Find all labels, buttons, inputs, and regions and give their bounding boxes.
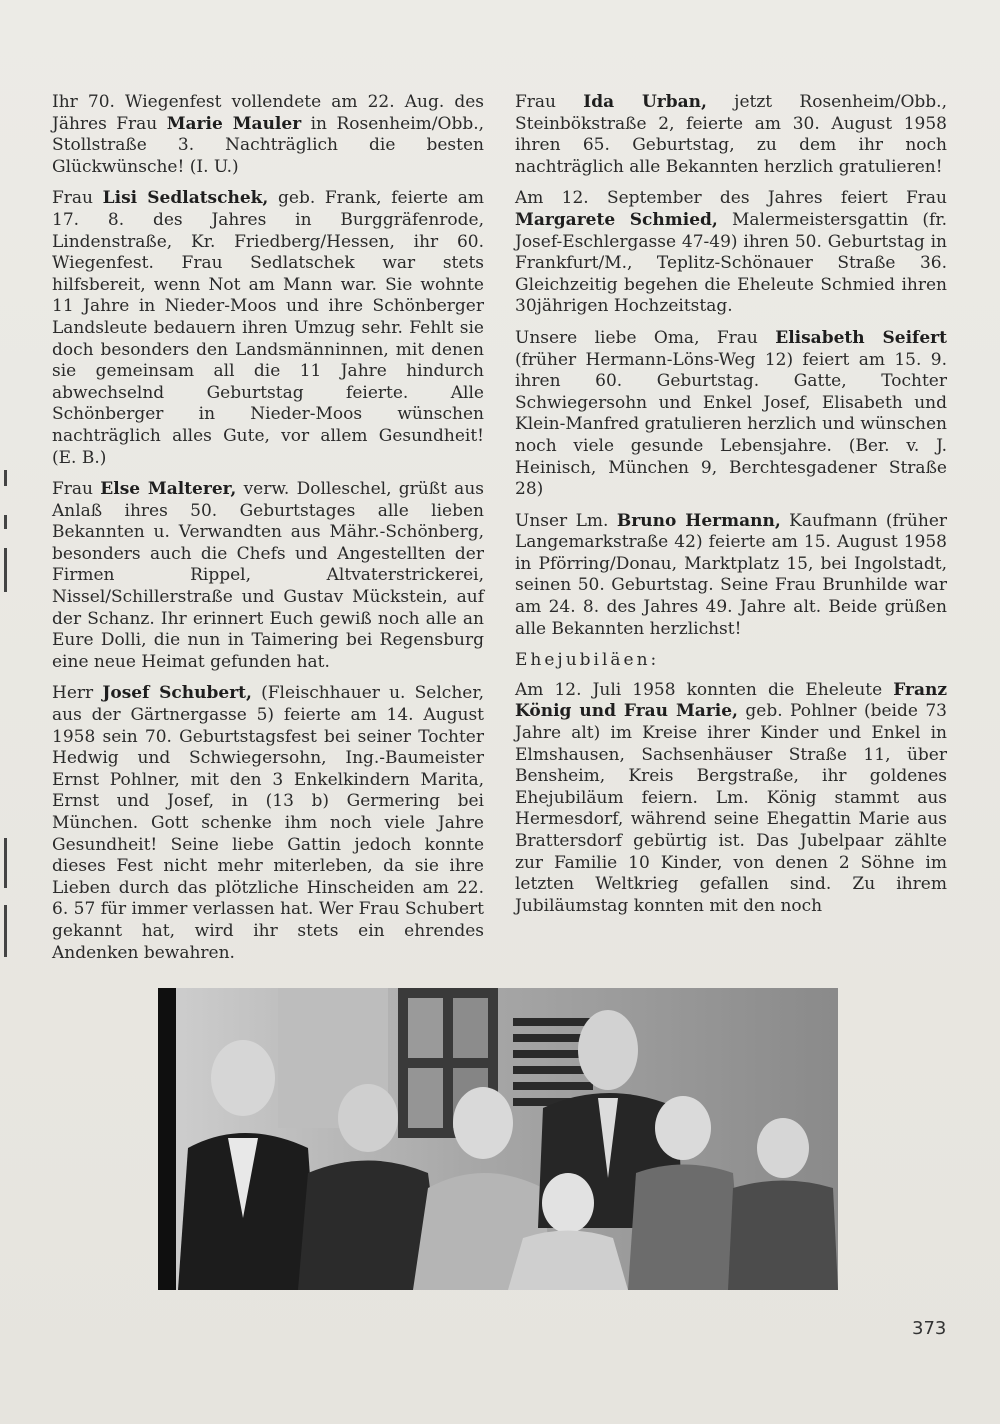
notice-margarete-schmied: Am 12. September des Jahres feiert Frau Margarete Schmied, Malermeistersgattin (fr. Josef-Eschlergasse 47-49) ihren 50. Geburtstag in Frankfurt/M., Teplitz-Schönauer Straße 36. Gleichzeitig begehen die Eheleute Schmied ihren 30jährigen Hochzeitstag. (515, 188, 948, 317)
notice-bruno-hermann: Unser Lm. Bruno Hermann, Kaufmann (früher Langemarkstraße 42) feierte am 15. August 1958 in Pförring/Donau, Marktplatz 15, bei Ingolstadt, seinen 50. Geburtstag. Seine Frau Brunhilde war am 24. 8. des Jahres 49. Jahre alt. Beide grüßen alle Bekannten herzlichst! (515, 510, 947, 639)
notice-lisi-sedlatschek: Frau Lisi Sedlatschek, geb. Frank, feierte am 17. 8. des Jahres in Burggräfenrode, Lindenstraße, Kr. Friedberg/Hessen, ihr 60. Wiegenfest. Frau Sedlatschek war stets hilfsbereit, wenn Not am Mann war. Sie wohnte 11 Jahre in Nieder-Moos und ihre Schönberger Landsleute bedauern ihren Umzug sehr. Fehlt sie doch besonders den Landsmänninnen, mit denen sie gemeinsam all die 11 Jahre hindurch abwechselnd Geburtstag feierte. Alle Schönberger in Nieder-Moos wünschen nachträglich alles Gute, vor allem Gesundheit! (E. B.) (52, 188, 484, 468)
family-photo-image (158, 988, 838, 1290)
section-heading-ehejubilaeen: Ehejubiläen: (515, 650, 660, 671)
left-column (52, 92, 484, 974)
scan-mark (4, 838, 7, 888)
notice-marie-mauler: Ihr 70. Wiegenfest vollendete am 22. Aug. des Jähres Frau Marie Mauler in Rosenheim/Obb., Stollstraße 3. Nachträglich die besten Glückwünsche! (I. U.) (52, 92, 485, 177)
page-number: 373 (912, 1318, 947, 1339)
notice-franz-koenig: Am 12. Juli 1958 konnten die Eheleute Franz König und Frau Marie, geb. Pohlner (beide 73 Jahre alt) im Kreise ihrer Kinder und Enkel in Elmshausen, Sachsenhäuser Straße 11, über Bensheim, Kreis Bergstraße, ihr goldenes Ehejubiläum feiern. Lm. König stammt aus Hermesdorf, während seine Ehegattin Marie aus Brattersdorf gebürtig ist. Das Jubelpaar zählte zur Familie 10 Kinder, von denen 2 Söhne im letzten Weltkrieg gefallen sind. Zu ihrem Jubiläumstag konnten mit den noch (515, 679, 947, 916)
family-photo (158, 988, 838, 1290)
notice-ida-urban: Frau Ida Urban, jetzt Rosenheim/Obb., Steinbökstraße 2, feierte am 30. August 1958 ihren 65. Geburtstag, zu dem ihr noch nachträglich alle Bekannten herzlich gratulieren! (515, 92, 947, 177)
scan-mark (4, 905, 7, 957)
scan-mark (4, 515, 7, 529)
scan-mark (4, 470, 7, 486)
scan-mark (4, 548, 7, 592)
notice-josef-schubert: Herr Josef Schubert, (Fleischhauer u. Selcher, aus der Gärtnergasse 5) feierte am 14. August 1958 sein 70. Geburtstagsfest bei seiner Tochter Hedwig und Schwiegersohn, Ing.-Baumeister Ernst Pohlner, mit den 3 Enkelkindern Marita, Ernst und Josef, in (13 b) Germering bei München. Gott schenke ihm noch viele Jahre Gesundheit! Seine liebe Gattin jedoch konnte dieses Fest nicht mehr miterleben, da sie ihre Lieben durch das plötzliche Hinscheiden am 22. 6. 57 für immer verlassen hat. Wer Frau Schubert gekannt hat, wird ihr stets ein ehrendes Andenken bewahren. (52, 683, 484, 963)
notice-elisabeth-seifert: Unsere liebe Oma, Frau Elisabeth Seifert (früher Hermann-Löns-Weg 12) feiert am 15. 9. ihren 60. Geburtstag. Gatte, Tochter Schwiegersohn und Enkel Josef, Elisabeth und Klein-Manfred gratulieren herzlich und wünschen noch viele gesunde Lebensjahre. (Ber. v. J. Heinisch, München 9, Berchtesgadener Straße 28) (515, 327, 947, 500)
notice-else-malterer: Frau Else Malterer, verw. Dolleschel, grüßt aus Anlaß ihres 50. Geburtstages alle lieben Bekannten u. Verwandten aus Mähr.-Schönberg, besonders auch die Chefs und Angestellten der Firmen Rippel, Altvaterstrickerei, Nissel/Schillerstraße und Gustav Mückstein, auf der Schanz. Ihr erinnert Euch gewiß noch alle an Eure Dolli, die nun in Taimering bei Regensburg eine neue Heimat gefunden hat. (52, 479, 484, 672)
right-column (515, 92, 947, 927)
